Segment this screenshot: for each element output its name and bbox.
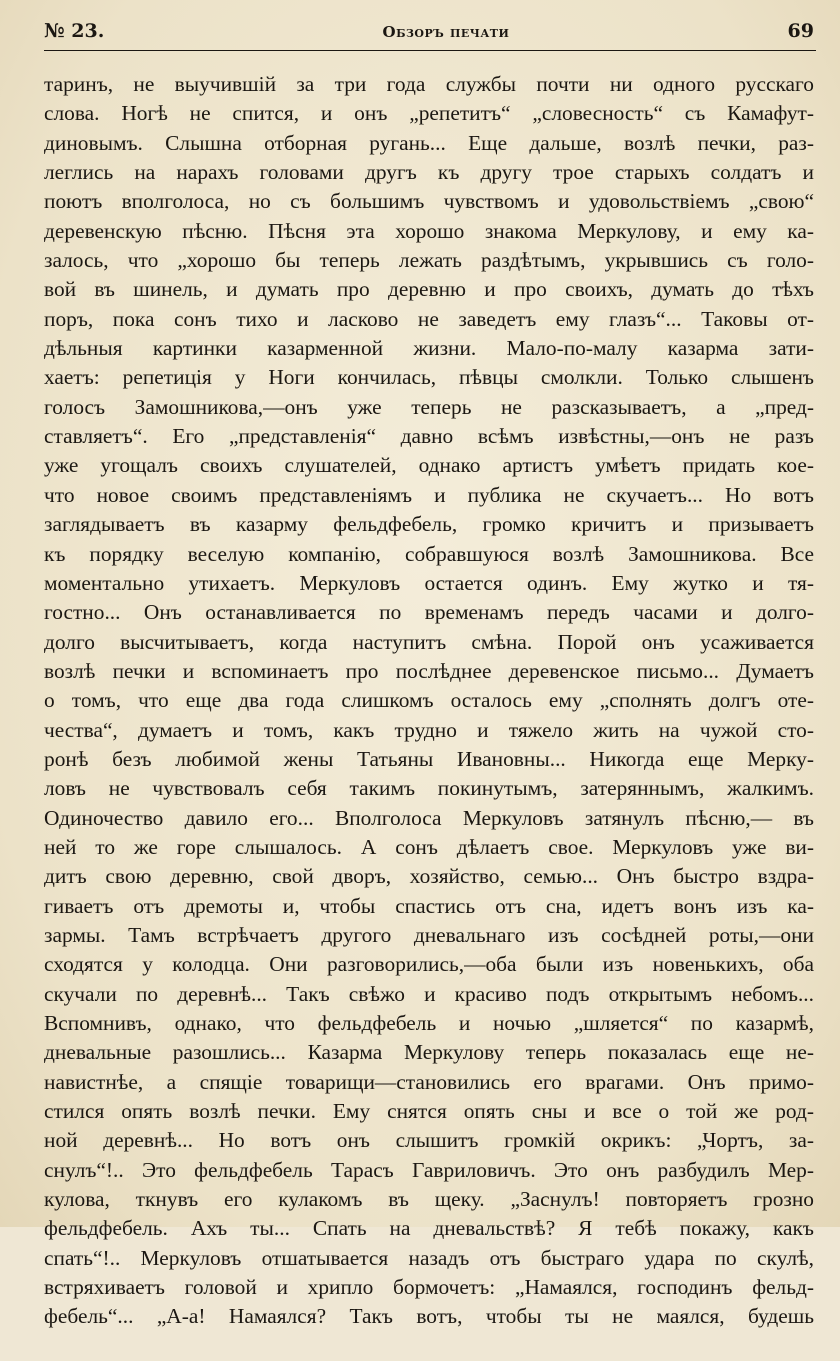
section-title: Обзоръ печати [382, 23, 510, 41]
text-line: диновымъ. Слышна отборная ругань... Еще дальше, возлѣ печки, раз- [44, 130, 814, 155]
text-line: Вспомнивъ, однако, что фельдфебель и ночью „шляется“ по казармѣ, [44, 1011, 814, 1035]
issue-number: № 23. [44, 20, 105, 42]
text-line: голосъ Замошникова,—онъ уже теперь не разсказываетъ, а „пред- [44, 394, 814, 419]
text-line: гиваетъ отъ дремоты и, чтобы спастись отъ сна, идетъ вонъ изъ ка- [44, 893, 814, 918]
text-line: ней то же горе слышалось. А сонъ дѣлаетъ свое. Меркуловъ уже ви- [44, 834, 814, 859]
text-line: ронѣ безъ любимой жены Татьяны Ивановны... Никогда еще Мерку- [44, 746, 814, 771]
text-line: зармы. Тамъ встрѣчаетъ другого дневальнаго изъ сосѣдней роты,—они [44, 922, 814, 947]
text-line: хаетъ: репетицiя у Ноги кончилась, пѣвцы смолкли. Только слышенъ [44, 365, 814, 390]
text-line: моментально утихаетъ. Меркуловъ остается одинъ. Ему жутко и тя- [44, 570, 814, 595]
text-line: къ порядку веселую компанiю, собравшуюся возлѣ Замошникова. Все [44, 541, 814, 566]
text-line: дневальные разошлись... Казарма Меркулову теперь показалась еще не- [44, 1040, 814, 1065]
text-line: поютъ вполголоса, но съ большимъ чувствомъ и удовольствiемъ „свою“ [44, 189, 814, 214]
text-line: фельдфебель. Ахъ ты... Спать на дневальствѣ? Я тебѣ покажу, какъ [44, 1216, 814, 1241]
text-line: гостно... Онъ останавливается по временамъ передъ часами и долго- [44, 600, 814, 625]
page-header [44, 20, 814, 50]
header-rule [44, 50, 816, 51]
body-text [44, 70, 814, 1361]
text-line: снулъ“!.. Это фельдфебель Тарасъ Гавриловичъ. Это онъ разбудилъ Мер- [44, 1157, 814, 1182]
text-line: навистнѣе, а спящiе товарищи—становились его врагами. Онъ примо- [44, 1069, 814, 1094]
text-line: что новое своимъ представленiямъ и публика не скучаетъ... Но вотъ [44, 482, 814, 507]
text-line: ной деревнѣ... Но вотъ онъ слышитъ громкiй окрикъ: „Чортъ, за- [44, 1128, 814, 1153]
text-line: поръ, пока сонъ тихо и ласково не заведетъ ему глазъ“... Таковы от- [44, 306, 814, 331]
text-line: леглись на нарахъ головами другъ къ другу трое старыхъ солдатъ и [44, 160, 814, 185]
page-number: 69 [787, 20, 814, 42]
text-line: Одиночество давило его... Вполголоса Меркуловъ затянулъ пѣсню,— въ [44, 805, 814, 830]
text-line: уже угощалъ своихъ слушателей, однако артистъ умѣетъ придать кое- [44, 453, 814, 478]
text-line: сходятся у колодца. Они разговорились,—оба были изъ новенькихъ, оба [44, 952, 814, 977]
text-line: заглядываетъ въ казарму фельдфебель, громко кричитъ и призываетъ [44, 512, 814, 537]
text-line: стился опять возлѣ печки. Ему снятся опять сны и все о той же род- [44, 1099, 814, 1124]
text-line: встряхиваетъ головой и хрипло бормочетъ: „Намаялся, господинъ фельд- [44, 1275, 814, 1300]
text-line: залось, что „хорошо бы теперь лежать раздѣтымъ, укрывшись съ голо- [44, 248, 814, 273]
text-line: чества“, думаетъ и томъ, какъ трудно и тяжело жить на чужой сто- [44, 717, 814, 742]
text-line: ловъ не чувствовалъ себя такимъ покинутымъ, затеряннымъ, жалкимъ. [44, 776, 814, 801]
text-line: возлѣ печки и вспоминаетъ про послѣднее деревенское письмо... Думаетъ [44, 658, 814, 683]
text-line: спать“!.. Меркуловъ отшатывается назадъ отъ быстраго удара по скулѣ, [44, 1245, 814, 1270]
text-line: таринъ, не выучившiй за три года службы почти ни одного русскаго [44, 72, 814, 96]
text-line: долго высчитываетъ, когда наступитъ смѣна. Порой онъ усаживается [44, 629, 814, 654]
text-line: скучали по деревнѣ... Такъ свѣжо и красиво подъ открытымъ небомъ... [44, 981, 814, 1006]
text-line: кулова, ткнувъ его кулакомъ въ щеку. „Заснулъ! повторяетъ грозно [44, 1187, 814, 1212]
text-line: деревенскую пѣсню. Пѣсня эта хорошо знакома Меркулову, и ему ка- [44, 218, 814, 243]
text-line [44, 1332, 814, 1361]
text-line: слова. Ногѣ не спится, и онъ „репетитъ“ „словесность“ съ Камафут- [44, 101, 814, 126]
text-line: вой въ шинель, и думать про деревню и про своихъ, думать до тѣхъ [44, 277, 814, 302]
text-line: о томъ, что еще два года слишкомъ осталось ему „сполнять долгъ оте- [44, 688, 814, 713]
text-line: дитъ свою деревню, свой дворъ, хозяйство, семью... Онъ быстро вздра- [44, 864, 814, 889]
text-line: дѣльныя картинки казарменной жизни. Мало-по-малу казарма зати- [44, 336, 814, 361]
text-line: ставляетъ“. Его „представленiя“ давно всѣмъ извѣстны,—онъ не разъ [44, 424, 814, 449]
text-line: фебель“... „А-а! Намаялся? Такъ вотъ, чтобы ты не маялся, будешь [44, 1304, 814, 1329]
